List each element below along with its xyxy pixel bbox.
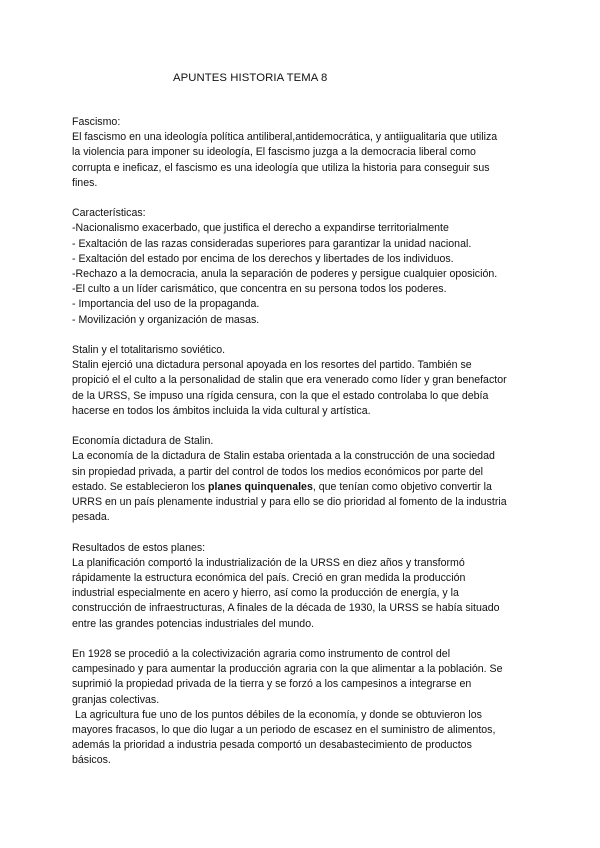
section-heading: Resultados de estos planes: bbox=[72, 541, 206, 554]
paragraph-line: pesada. bbox=[72, 511, 110, 524]
paragraph-line: de la URSS, Se impuso una rígida censura, con la que el estado controlaba lo que debía bbox=[72, 389, 489, 402]
section-heading: Fascismo: bbox=[72, 116, 121, 128]
text-before-emphasis: estado. Se establecieron los bbox=[72, 480, 209, 493]
paragraph-line-with-emphasis bbox=[72, 480, 542, 495]
list-item: - Movilización y organización de masas. bbox=[72, 313, 260, 326]
paragraph-line: campesinado y para aumentar la producción agraria con la que alimentar a la población. Se bbox=[72, 663, 503, 676]
section-economia bbox=[72, 434, 542, 525]
page-title: APUNTES HISTORIA TEMA 8 bbox=[173, 72, 328, 84]
paragraph-line: URRS en un país plenamente industrial y para ello se dio prioridad al fomento de la industria bbox=[72, 496, 507, 509]
paragraph-line: entre las grandes potencias industriales del mundo. bbox=[72, 617, 315, 630]
paragraph-line: además la prioridad a industria pesada comportó un desabastecimiento de productos bbox=[72, 739, 472, 752]
paragraph-line: hacerse en todos los ámbitos incluida la vida cultural y artística. bbox=[72, 404, 371, 417]
section-colectivizacion bbox=[72, 647, 542, 769]
paragraph-line: suprimió la propiedad privada de la tierra y se forzó a los campesinos a integrarse en bbox=[72, 678, 472, 691]
paragraph-line: En 1928 se procedió a la colectivización agraria como instrumento de control del bbox=[72, 648, 451, 661]
paragraph-line: la violencia para imponer su ideología, El fascismo juzga a la democracia liberal como bbox=[72, 146, 476, 159]
paragraph-line: rápidamente la estructura económica del país. Creció en gran medida la producción bbox=[72, 572, 466, 585]
paragraph-line: mayores fracasos, lo que dio lugar a un periodo de escasez en el suministro de alimentos, bbox=[72, 724, 496, 737]
paragraph-line: sin propiedad privada, a partir del control de todos los medios económicos por parte del bbox=[72, 465, 484, 478]
text-after-emphasis: , que tenían como objetivo convertir la bbox=[312, 480, 492, 493]
list-item: -Nacionalismo exacerbado, que justifica el derecho a expandirse territorialmente bbox=[72, 222, 449, 235]
paragraph-line: construcción de infraestructuras, A finales de la década de 1930, la URSS se había situado bbox=[72, 602, 500, 615]
paragraph-line: fines. bbox=[72, 176, 98, 189]
section-stalin bbox=[72, 343, 542, 419]
paragraph-line: industrial especialmente en acero y hierro, así como la producción de energía, y la bbox=[72, 587, 459, 600]
paragraph-line: La planificación comportó la industrialización de la URSS en diez años y transformó bbox=[72, 556, 465, 569]
paragraph-line: La economía de la dictadura de Stalin estaba orientada a la construcción de una sociedad bbox=[72, 450, 495, 463]
paragraph-line: El fascismo en una ideología política antiliberal,antidemocrática, y antiigualitaria que utiliza bbox=[72, 131, 498, 144]
paragraph-line: La agricultura fue uno de los puntos débiles de la economía, y donde se obtuvieron los bbox=[72, 708, 482, 721]
emphasis-planes-quinquenales: planes quinquenales bbox=[208, 480, 313, 493]
section-caracteristicas bbox=[72, 206, 542, 328]
paragraph-line: granjas colectivas. bbox=[72, 693, 160, 706]
section-resultados bbox=[72, 541, 542, 632]
paragraph-line: básicos. bbox=[72, 754, 111, 767]
paragraph-line: propició el el culto a la personalidad de stalin que era venerado como líder y gran benefactor bbox=[72, 374, 507, 387]
section-heading: Características: bbox=[72, 207, 146, 220]
section-fascismo bbox=[72, 115, 542, 191]
section-heading: Stalin y el totalitarismo soviético. bbox=[72, 344, 226, 357]
list-item: - Exaltación de las razas consideradas superiores para garantizar la unidad nacional. bbox=[72, 237, 472, 250]
list-item: -El culto a un líder carismático, que concentra en su persona todos los poderes. bbox=[72, 283, 447, 296]
paragraph-line: corrupta e ineficaz, el fascismo es una ideología que utiliza la historia para conseguir sus bbox=[72, 161, 490, 174]
list-item: -Rechazo a la democracia, anula la separación de poderes y persigue cualquier oposición. bbox=[72, 268, 498, 281]
paragraph-line: Stalin ejerció una dictadura personal apoyada en los resortes del partido. También se bbox=[72, 359, 472, 372]
list-item: - Exaltación del estado por encima de los derechos y libertades de los individuos. bbox=[72, 252, 454, 265]
document-body bbox=[72, 115, 542, 784]
section-heading: Economía dictadura de Stalin. bbox=[72, 435, 214, 448]
list-item: - Importancia del uso de la propaganda. bbox=[72, 298, 260, 311]
